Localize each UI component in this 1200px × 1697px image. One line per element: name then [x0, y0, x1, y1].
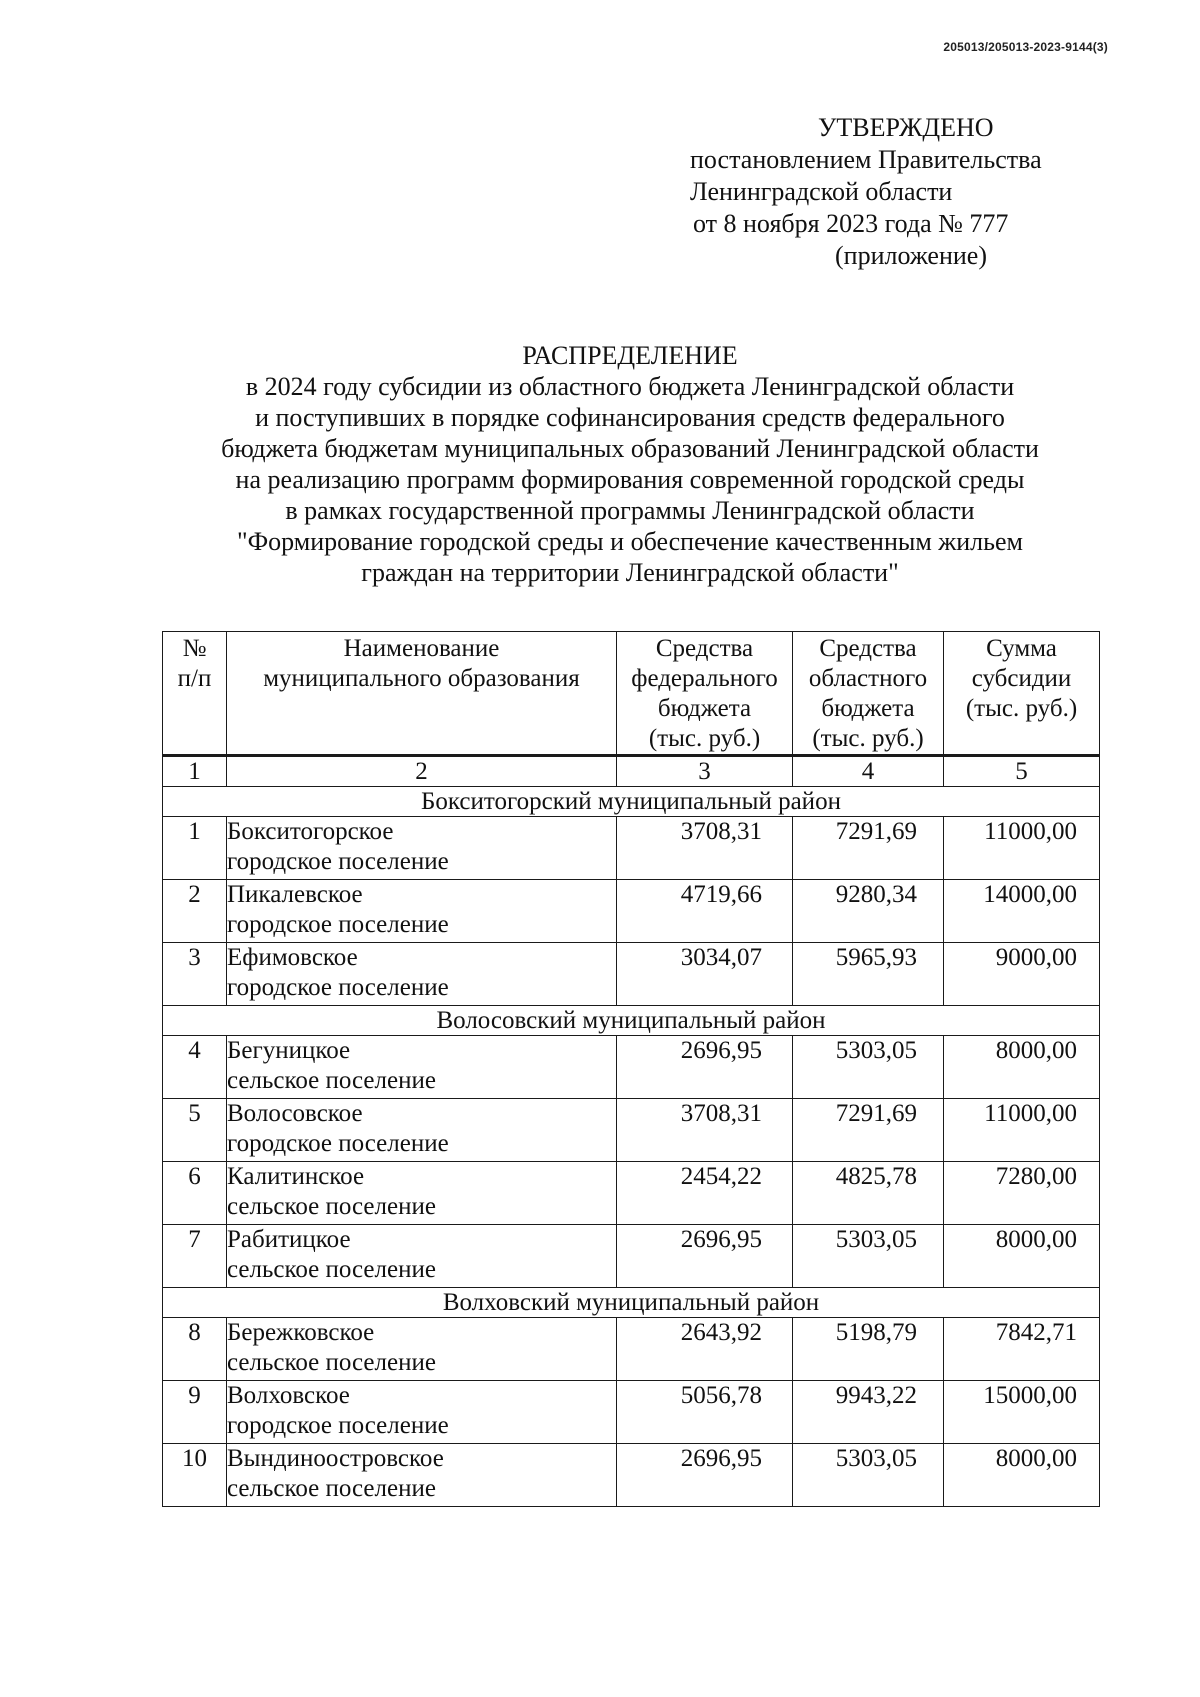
heading-title: РАСПРЕДЕЛЕНИЕ: [522, 341, 738, 370]
municipality-name: [227, 1036, 617, 1099]
municipality-name-line-2: сельское поселение: [227, 1475, 436, 1502]
municipality-name-line-1: Рабитицкое: [227, 1226, 351, 1253]
municipality-name-line-2: городское поселение: [227, 848, 449, 875]
table-row: [163, 1225, 1100, 1288]
district-row: [163, 1006, 1100, 1036]
regional-funds-value: 9943,22: [793, 1381, 944, 1444]
subsidy-total-value: 11000,00: [944, 817, 1100, 880]
subsidy-total-value: 8000,00: [944, 1444, 1100, 1507]
municipality-name: [227, 1099, 617, 1162]
column-number: 4: [793, 756, 944, 787]
document-id: 205013/205013-2023-9144(3): [943, 40, 1108, 54]
row-number: 5: [163, 1099, 227, 1162]
municipality-name-line-2: городское поселение: [227, 1412, 449, 1439]
municipality-name: [227, 1318, 617, 1381]
regional-funds-value: 5303,05: [793, 1036, 944, 1099]
subsidy-total-value: 7280,00: [944, 1162, 1100, 1225]
federal-funds-value: 2696,95: [617, 1036, 793, 1099]
row-number: 6: [163, 1162, 227, 1225]
row-number: 1: [163, 817, 227, 880]
subsidy-total-value: 11000,00: [944, 1099, 1100, 1162]
municipality-name: [227, 1381, 617, 1444]
row-number: 7: [163, 1225, 227, 1288]
document-heading: [150, 340, 1110, 588]
subsidy-total-value: 15000,00: [944, 1381, 1100, 1444]
table-row: [163, 1099, 1100, 1162]
header-regional-funds: Средства областного бюджета (тыс. руб.): [793, 632, 944, 756]
regional-funds-value: 5965,93: [793, 943, 944, 1006]
municipality-name: [227, 817, 617, 880]
district-row: [163, 1288, 1100, 1318]
municipality-name-line-1: Калитинское: [227, 1163, 365, 1190]
regional-funds-value: 7291,69: [793, 817, 944, 880]
header-municipality: Наименование муниципального образования: [227, 632, 617, 756]
federal-funds-value: 2696,95: [617, 1225, 793, 1288]
approval-line-1: постановлением Правительства: [690, 145, 1042, 174]
federal-funds-value: 3034,07: [617, 943, 793, 1006]
federal-funds-value: 3708,31: [617, 817, 793, 880]
subsidy-total-value: 8000,00: [944, 1225, 1100, 1288]
table-row: [163, 943, 1100, 1006]
table-row: [163, 1318, 1100, 1381]
row-number: 3: [163, 943, 227, 1006]
header-number: № п/п: [163, 632, 227, 756]
heading-line: бюджета бюджетам муниципальных образований Ленинградской области: [221, 434, 1039, 463]
row-number: 9: [163, 1381, 227, 1444]
municipality-name-line-2: сельское поселение: [227, 1193, 436, 1220]
regional-funds-value: 4825,78: [793, 1162, 944, 1225]
regional-funds-value: 5303,05: [793, 1444, 944, 1507]
column-number: 1: [163, 756, 227, 787]
column-number: 2: [227, 756, 617, 787]
federal-funds-value: 3708,31: [617, 1099, 793, 1162]
heading-line: и поступивших в порядке софинансирования средств федерального: [255, 403, 1005, 432]
heading-line: граждан на территории Ленинградской области": [361, 558, 899, 587]
row-number: 10: [163, 1444, 227, 1507]
federal-funds-value: 2454,22: [617, 1162, 793, 1225]
federal-funds-value: 5056,78: [617, 1381, 793, 1444]
municipality-name: [227, 1225, 617, 1288]
approval-block: [690, 112, 1110, 272]
column-numbers-row: [163, 756, 1100, 787]
table-body: [163, 787, 1100, 1507]
regional-funds-value: 9280,34: [793, 880, 944, 943]
municipality-name: [227, 1162, 617, 1225]
heading-line: в 2024 году субсидии из областного бюджета Ленинградской области: [245, 372, 1015, 401]
regional-funds-value: 7291,69: [793, 1099, 944, 1162]
row-number: 2: [163, 880, 227, 943]
approval-title: УТВЕРЖДЕНО: [818, 113, 994, 142]
regional-funds-value: 5303,05: [793, 1225, 944, 1288]
distribution-table: [162, 631, 1100, 1507]
municipality-name-line-2: городское поселение: [227, 911, 449, 938]
approval-line-3: от 8 ноября 2023 года № 777: [693, 209, 1009, 238]
header-federal-funds: Средства федерального бюджета (тыс. руб.): [617, 632, 793, 756]
municipality-name: [227, 943, 617, 1006]
table-row: [163, 880, 1100, 943]
federal-funds-value: 4719,66: [617, 880, 793, 943]
subsidy-total-value: 8000,00: [944, 1036, 1100, 1099]
municipality-name-line-2: сельское поселение: [227, 1349, 436, 1376]
federal-funds-value: 2643,92: [617, 1318, 793, 1381]
subsidy-total-value: 7842,71: [944, 1318, 1100, 1381]
heading-line: в рамках государственной программы Ленинградской области: [285, 496, 975, 525]
district-name: Волховский муниципальный район: [163, 1288, 1100, 1318]
municipality-name-line-2: сельское поселение: [227, 1256, 436, 1283]
table-row: [163, 1162, 1100, 1225]
subsidy-total-value: 14000,00: [944, 880, 1100, 943]
municipality-name-line-1: Волосовское: [227, 1100, 363, 1127]
approval-line-2: Ленинградской области: [690, 177, 953, 206]
table-row: [163, 1381, 1100, 1444]
municipality-name-line-1: Вындиноостровское: [227, 1445, 444, 1472]
column-number: 3: [617, 756, 793, 787]
table-row: [163, 1036, 1100, 1099]
federal-funds-value: 2696,95: [617, 1444, 793, 1507]
column-number: 5: [944, 756, 1100, 787]
municipality-name: [227, 1444, 617, 1507]
municipality-name-line-1: Бережковское: [227, 1319, 375, 1346]
row-number: 8: [163, 1318, 227, 1381]
subsidy-total-value: 9000,00: [944, 943, 1100, 1006]
row-number: 4: [163, 1036, 227, 1099]
municipality-name: [227, 880, 617, 943]
district-row: [163, 787, 1100, 817]
table-header-row: [163, 632, 1100, 756]
regional-funds-value: 5198,79: [793, 1318, 944, 1381]
table-row: [163, 1444, 1100, 1507]
heading-line: на реализацию программ формирования современной городской среды: [235, 465, 1025, 494]
header-subsidy-total: Сумма субсидии (тыс. руб.): [944, 632, 1100, 756]
municipality-name-line-1: Пикалевское: [227, 881, 363, 908]
municipality-name-line-1: Ефимовское: [227, 944, 358, 971]
approval-line-4: (приложение): [835, 241, 988, 270]
municipality-name-line-2: сельское поселение: [227, 1067, 436, 1094]
municipality-name-line-2: городское поселение: [227, 974, 449, 1001]
district-name: Волосовский муниципальный район: [163, 1006, 1100, 1036]
table-row: [163, 817, 1100, 880]
municipality-name-line-1: Волховское: [227, 1382, 350, 1409]
municipality-name-line-1: Бокситогорское: [227, 818, 394, 845]
municipality-name-line-1: Бегуницкое: [227, 1037, 351, 1064]
municipality-name-line-2: городское поселение: [227, 1130, 449, 1157]
heading-line: "Формирование городской среды и обеспечение качественным жильем: [236, 527, 1023, 556]
district-name: Бокситогорский муниципальный район: [163, 787, 1100, 817]
